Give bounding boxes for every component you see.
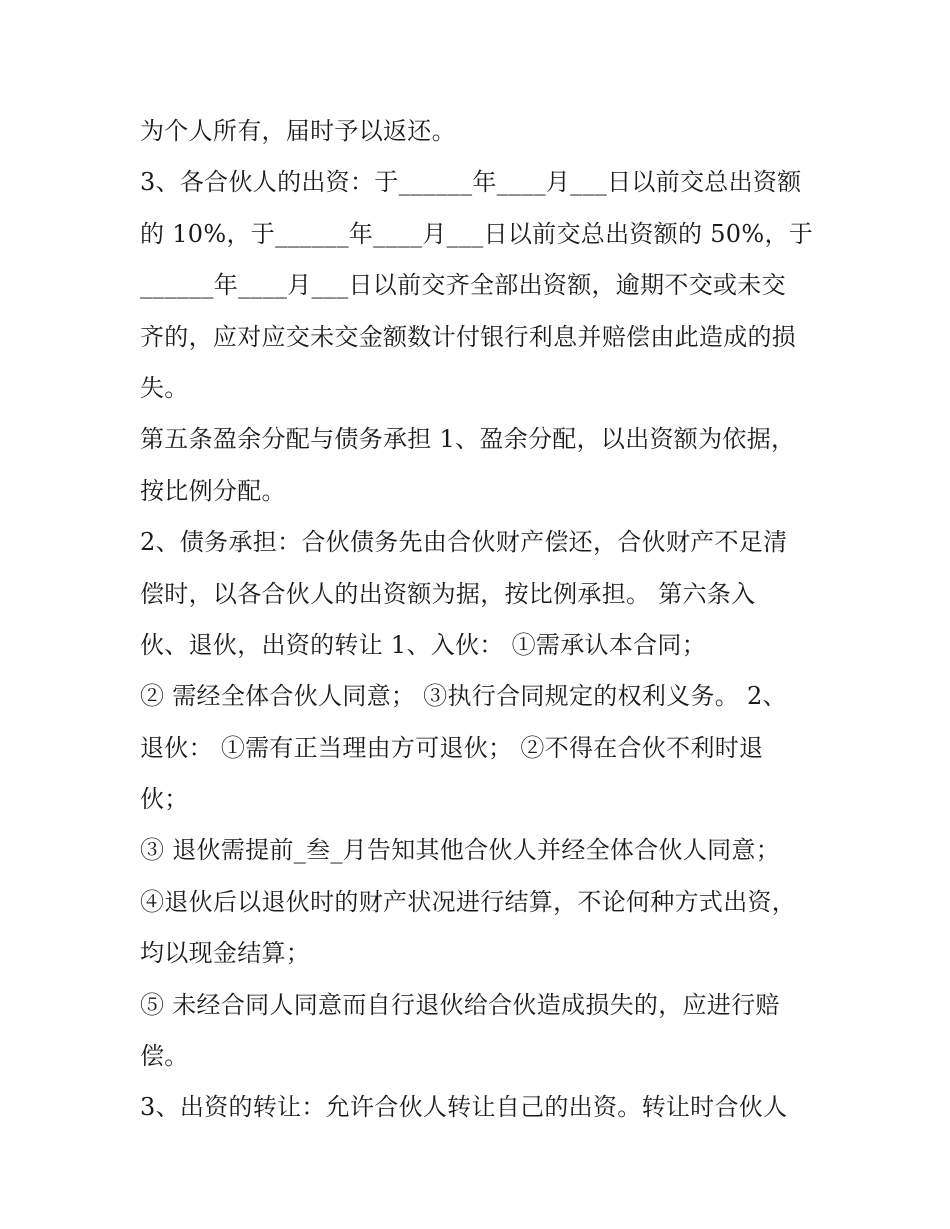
text-line: 退伙： ①需有正当理由方可退伙； ②不得在合伙不利时退 [140,733,764,762]
text-line: ______年____月___日以前交齐全部出资额，逾期不交或未交 [140,271,786,300]
text-line: 3、出资的转让：允许合伙人转让自己的出资。转让时合伙人 [140,1093,788,1122]
text-line: 为个人所有，届时予以返还。 [140,117,456,145]
text-line: 伙、退伙，出资的转让 1、入伙： ①需承认本合同； [140,630,707,659]
text-line: 齐的，应对应交未交金额数计付银行利息并赔偿由此造成的损 [140,322,797,351]
text-line: ④退伙后以退伙时的财产状况进行结算，不论何种方式出资， [140,887,797,916]
text-line: 失。 [140,373,189,402]
text-line: 的 10%，于______年____月___日以前交总出资额的 50%，于 [140,219,814,248]
text-line: ③ 退伙需提前_叁_月告知其他合伙人并经全体合伙人同意； [140,836,781,865]
text-line: 2、债务承担：合伙债务先由合伙财产偿还，合伙财产不足清 [140,528,788,557]
text-line: 偿。 [140,1042,189,1071]
text-line: 偿时，以各合伙人的出资额为据，按比例承担。 第六条入 [140,579,756,608]
text-line: ② 需经全体合伙人同意； ③执行合同规定的权利义务。 2、 [140,682,787,711]
text-line: 按比例分配。 [140,476,286,505]
text-line: 第五条盈余分配与债务承担 1、盈余分配，以出资额为依据， [140,425,796,454]
text-line: 均以现金结算； [140,939,311,968]
text-line: 3、各合伙人的出资：于______年____月___日以前交总出资额 [140,168,802,197]
text-line: ⑤ 未经合同人同意而自行退伙给合伙造成损失的，应进行赔 [140,990,780,1019]
text-line: 伙； [140,785,189,814]
document-body [140,106,830,1134]
